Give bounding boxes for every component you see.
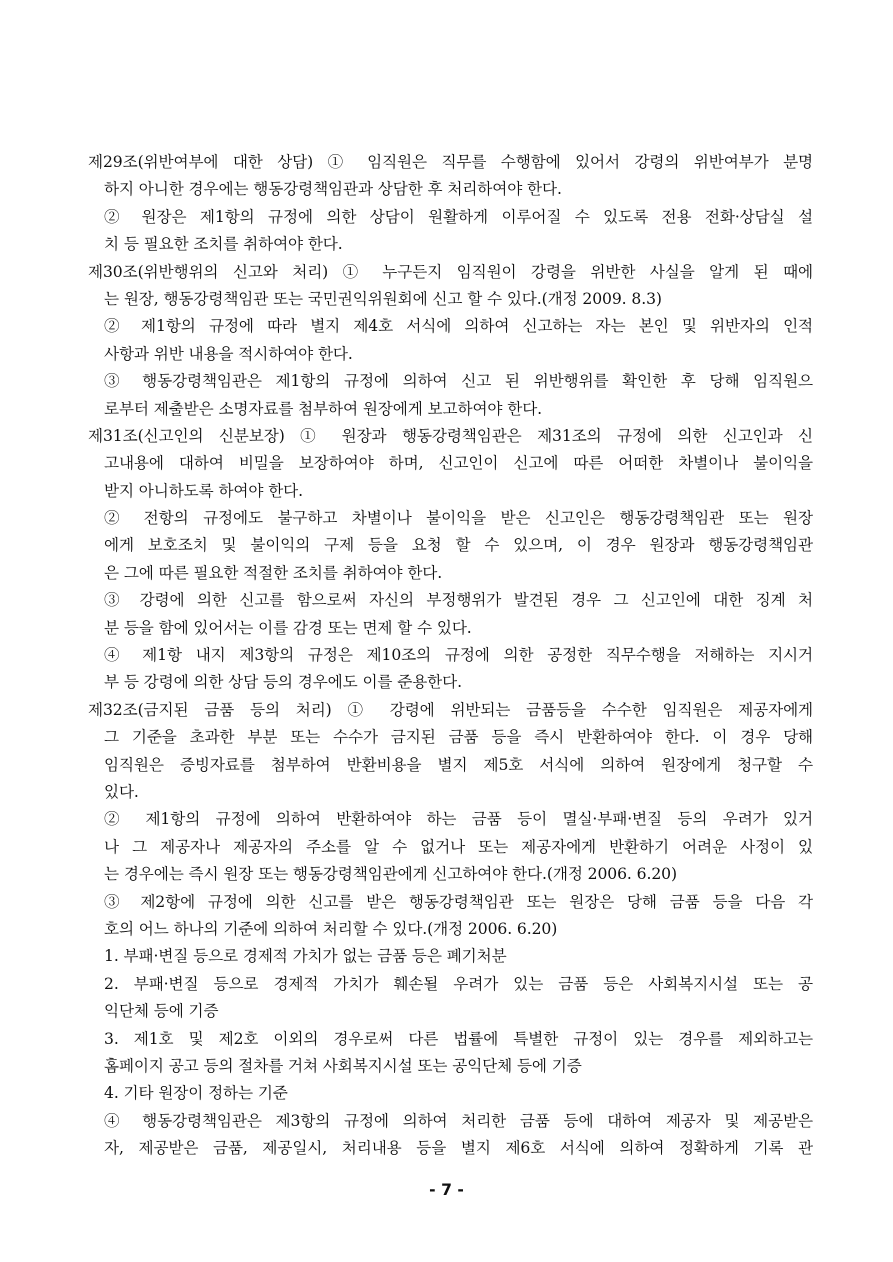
text-line: 는 경우에는 즉시 원장 또는 행동강령책임관에게 신고하여야 한다.(개정 2006. 6.20) (104, 865, 677, 884)
page-number: - 7 - (429, 1181, 464, 1199)
text-line: ② 전항의 규정에도 불구하고 차별이나 불이익을 받은 신고인은 행동강령책임관 또는 원장 (104, 509, 813, 528)
text-line: 익단체 등에 기증 (104, 1002, 219, 1021)
text-line: 자, 제공받은 금품, 제공일시, 처리내용 등을 별지 제6호 서식에 의하여 정확하게 기록 관 (104, 1139, 813, 1158)
text-line: 로부터 제출받은 소명자료를 첨부하여 원장에게 보고하여야 한다. (104, 399, 543, 418)
text-line: 사항과 위반 내용을 적시하여야 한다. (104, 344, 353, 363)
text-line: 치 등 필요한 조치를 취하여야 한다. (104, 235, 343, 254)
text-line: ② 원장은 제1항의 규정에 의한 상담이 원활하게 이루어질 수 있도록 전용 전화·상담실 설 (104, 207, 813, 226)
text-line: 임직원은 증빙자료를 첨부하여 반환비용을 별지 제5호 서식에 의하여 원장에게 청구할 수 (104, 755, 813, 774)
text-line: 1. 부패·변질 등으로 경제적 가치가 없는 금품 등은 폐기처분 (104, 947, 507, 966)
text-line: 분 등을 함에 있어서는 이를 감경 또는 면제 할 수 있다. (104, 618, 472, 637)
text-line: 는 원장, 행동강령책임관 또는 국민권익위원회에 신고 할 수 있다.(개정 2009. 8.3) (104, 289, 662, 308)
text-line: ④ 제1항 내지 제3항의 규정은 제10조의 규정에 의한 공정한 직무수행을 저해하는 지시거 (104, 646, 813, 665)
text-line: 부 등 강령에 의한 상담 등의 경우에도 이를 준용한다. (104, 673, 462, 692)
text-line: 고내용에 대하여 비밀을 보장하여야 하며, 신고인이 신고에 따른 어떠한 차별이나 불이익을 (104, 454, 813, 473)
text-line: 호의 어느 하나의 기준에 의하여 처리할 수 있다.(개정 2006. 6.20) (104, 919, 558, 938)
text-line: ② 제1항의 규정에 의하여 반환하여야 하는 금품 등이 멸실·부패·변질 등의 우려가 있거 (104, 810, 813, 829)
text-line: ③ 제2항에 규정에 의한 신고를 받은 행동강령책임관 또는 원장은 당해 금품 등을 다음 각 (104, 892, 813, 911)
text-line: 있다. (104, 782, 139, 801)
text-line: 제29조(위반여부에 대한 상담) ① 임직원은 직무를 수행함에 있어서 강령의 위반여부가 분명 (88, 153, 813, 171)
text-line: ② 제1항의 규정에 따라 별지 제4호 서식에 의하여 신고하는 자는 본인 및 위반자의 인적 (104, 317, 813, 336)
text-line: 3. 제1호 및 제2호 이외의 경우로써 다른 법률에 특별한 규정이 있는 경우를 제외하고는 (104, 1029, 813, 1048)
text-line: 나 그 제공자나 제공자의 주소를 알 수 없거나 또는 제공자에게 반환하기 어려운 사정이 있 (104, 837, 813, 856)
text-line: 제32조(금지된 금품 등의 처리) ① 강령에 위반되는 금품등을 수수한 임직원은 제공자에게 (88, 700, 813, 719)
text-line: ③ 강령에 의한 신고를 함으로써 자신의 부정행위가 발견된 경우 그 신고인에 대한 징계 처 (104, 591, 813, 610)
text-line: 받지 아니하도록 하여야 한다. (104, 481, 303, 500)
text-line: ④ 행동강령책임관은 제3항의 규정에 의하여 처리한 금품 등에 대하여 제공자 및 제공받은 (104, 1111, 813, 1130)
text-line: ③ 행동강령책임관은 제1항의 규정에 의하여 신고 된 위반행위를 확인한 후 당해 임직원으 (104, 372, 813, 391)
text-line: 제31조(신고인의 신분보장) ① 원장과 행동강령책임관은 제31조의 규정에 의한 신고인과 신 (88, 426, 813, 445)
text-line: 2. 부패·변질 등으로 경제적 가치가 훼손될 우려가 있는 금품 등은 사회복지시설 또는 공 (104, 974, 813, 993)
text-line: 홈페이지 공고 등의 절차를 거쳐 사회복지시설 또는 공익단체 등에 기증 (104, 1056, 582, 1075)
text-line: 그 기준을 초과한 부분 또는 수수가 금지된 금품 등을 즉시 반환하여야 한다. 이 경우 당해 (104, 728, 813, 747)
text-line: 에게 보호조치 및 불이익의 구제 등을 요청 할 수 있으며, 이 경우 원장과 행동강령책임관 (104, 536, 813, 555)
text-line: 제30조(위반행위의 신고와 처리) ① 누구든지 임직원이 강령을 위반한 사실을 알게 된 때에 (88, 262, 813, 281)
text-line: 4. 기타 원장이 정하는 기준 (104, 1084, 288, 1103)
text-line: 은 그에 따른 필요한 적절한 조치를 취하여야 한다. (104, 563, 443, 582)
text-line: 하지 아니한 경우에는 행동강령책임관과 상담한 후 처리하여야 한다. (104, 180, 562, 199)
document-body (88, 149, 813, 1162)
